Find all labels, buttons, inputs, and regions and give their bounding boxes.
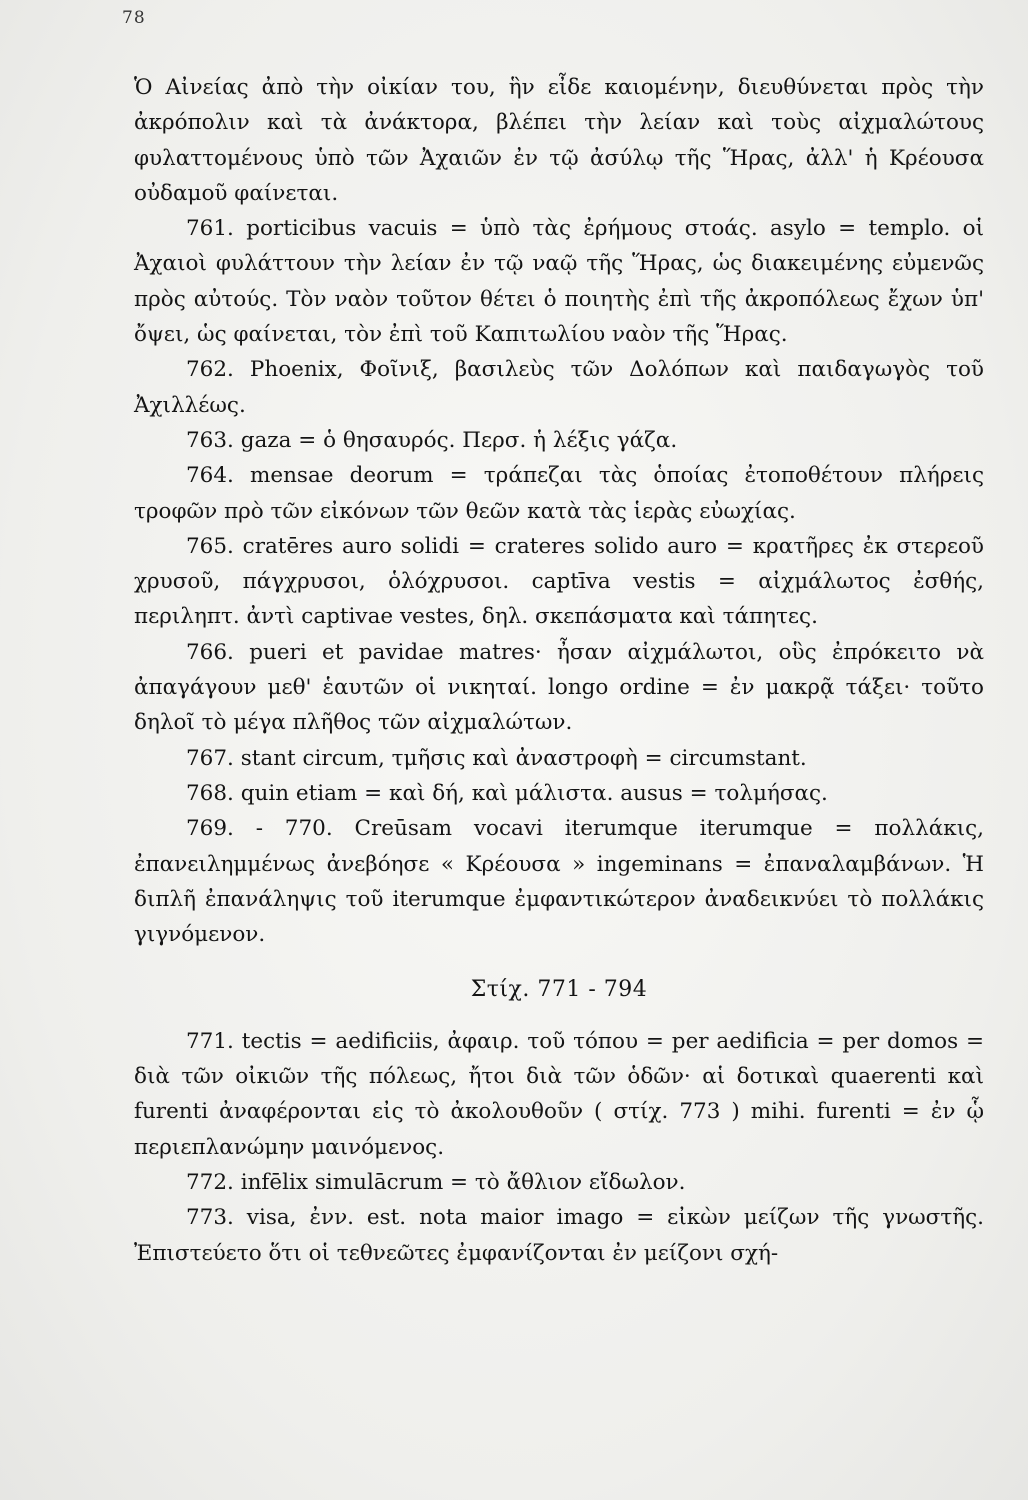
note-762: 762. Phoenix, Φοῖνιξ, βασιλεὺς τῶν Δολόπων καὶ παιδαγωγὸς τοῦ Ἀχιλλέως.	[134, 357, 984, 418]
note-773: 773. visa, ἐνν. est. nota maior imago = εἰκὼν μείζων τῆς γνωστῆς. Ἐπιστεύετο ὅτι οἱ τεθνεῶτες ἐμφανίζονται ἐν μείζονι σχή-	[134, 1205, 984, 1266]
section-heading: Στίχ. 771 - 794	[470, 977, 648, 1003]
note-766: 766. pueri et pavidae matres· ἦσαν αἰχμάλωτοι, οὓς ἐπρόκειτο νὰ ἀπαγάγουν μεθ' ἑαυτῶν οἱ νικηταί. longo ordine = ἐν μακρᾷ τάξει· τοῦτο δηλοῖ τὸ μέγα πλῆθος τῶν αἰχμαλώτων.	[134, 639, 984, 736]
note-772: 772. infēlix simulācrum = τὸ ἄθλιον εἴδωλον.	[186, 1169, 686, 1195]
note-768: 768. quin etiam = καὶ δή, καὶ μάλιστα. ausus = τολμήσας.	[186, 780, 828, 806]
note-761: 761. porticibus vacuis = ὑπὸ τὰς ἐρήμους στοάς. asylo = templo. οἱ Ἀχαιοὶ φυλάττουν τὴν λείαν ἐν τῷ ναῷ τῆς Ἥρας, ὡς διακειμένης εὐμενῶς πρὸς αὐτούς. Τὸν ναὸν τοῦτον θέτει ὁ ποιητὴς ἐπὶ τῆς ἀκροπόλεως ἔχων ὑπ' ὄψει, ὡς φαίνεται, τὸν ἐπὶ τοῦ Καπιτωλίου ναὸν τῆς Ἥρας.	[134, 216, 984, 348]
note-765: 765. cratēres auro solidi = crateres solido auro = κρατῆρες ἐκ στερεοῦ χρυσοῦ, πάγχρυσοι, ὁλόχρυσοι. captīva vestis = αἰχμάλωτος ἐσθής, περιληπτ. ἀντὶ captivae vestes, δηλ. σκεπάσματα καὶ τάπητες.	[134, 533, 984, 630]
page-number: 78	[122, 8, 146, 28]
note-769-770: 769. - 770. Creūsam vocavi iterumque iterumque = πολλάκις, ἐπανειλημμένως ἀνεβόησε « Κρέουσα » ingeminans = ἐπαναλαμβάνων. Ἡ διπλῆ ἐπανάληψις τοῦ iterumque ἐμφαντικώτερον ἀναδεικνύει τὸ πολλάκις γιγνόμενον.	[134, 816, 984, 948]
intro-paragraph: Ὁ Αἰνείας ἀπὸ τὴν οἰκίαν του, ἣν εἶδε καιομένην, διευθύνεται πρὸς τὴν ἀκρόπολιν καὶ τὰ ἀνάκτορα, βλέπει τὴν λείαν καὶ τοὺς αἰχμαλώτους φυλαττομένους ὑπὸ τῶν Ἀχαιῶν ἐν τῷ ἀσύλῳ τῆς Ἥρας, ἀλλ' ἡ Κρέουσα οὐδαμοῦ φαίνεται.	[134, 75, 984, 206]
commentary-text	[134, 70, 984, 1271]
note-767: 767. stant circum, τμῆσις καὶ ἀναστροφὴ = circumstant.	[186, 745, 807, 771]
note-771: 771. tectis = aedificiis, ἀφαιρ. τοῦ τόπου = per aedificia = per domos = διὰ τῶν οἰκιῶν τῆς πόλεως, ἤτοι διὰ τῶν ὁδῶν· αἱ δοτικαὶ quaerenti καὶ furenti ἀναφέρονται εἰς τὸ ἀκολουθοῦν ( στίχ. 773 ) mihi. furenti = ἐν ᾧ περιεπλανώμην μαινόμενος.	[134, 1028, 984, 1160]
note-763: 763. gaza = ὁ θησαυρός. Περσ. ἡ λέξις γάζα.	[186, 427, 678, 453]
note-764: 764. mensae deorum = τράπεζαι τὰς ὁποίας ἐτοποθέτουν πλήρεις τροφῶν πρὸ τῶν εἰκόνων τῶν θεῶν κατὰ τὰς ἱερὰς εὐωχίας.	[134, 463, 984, 524]
